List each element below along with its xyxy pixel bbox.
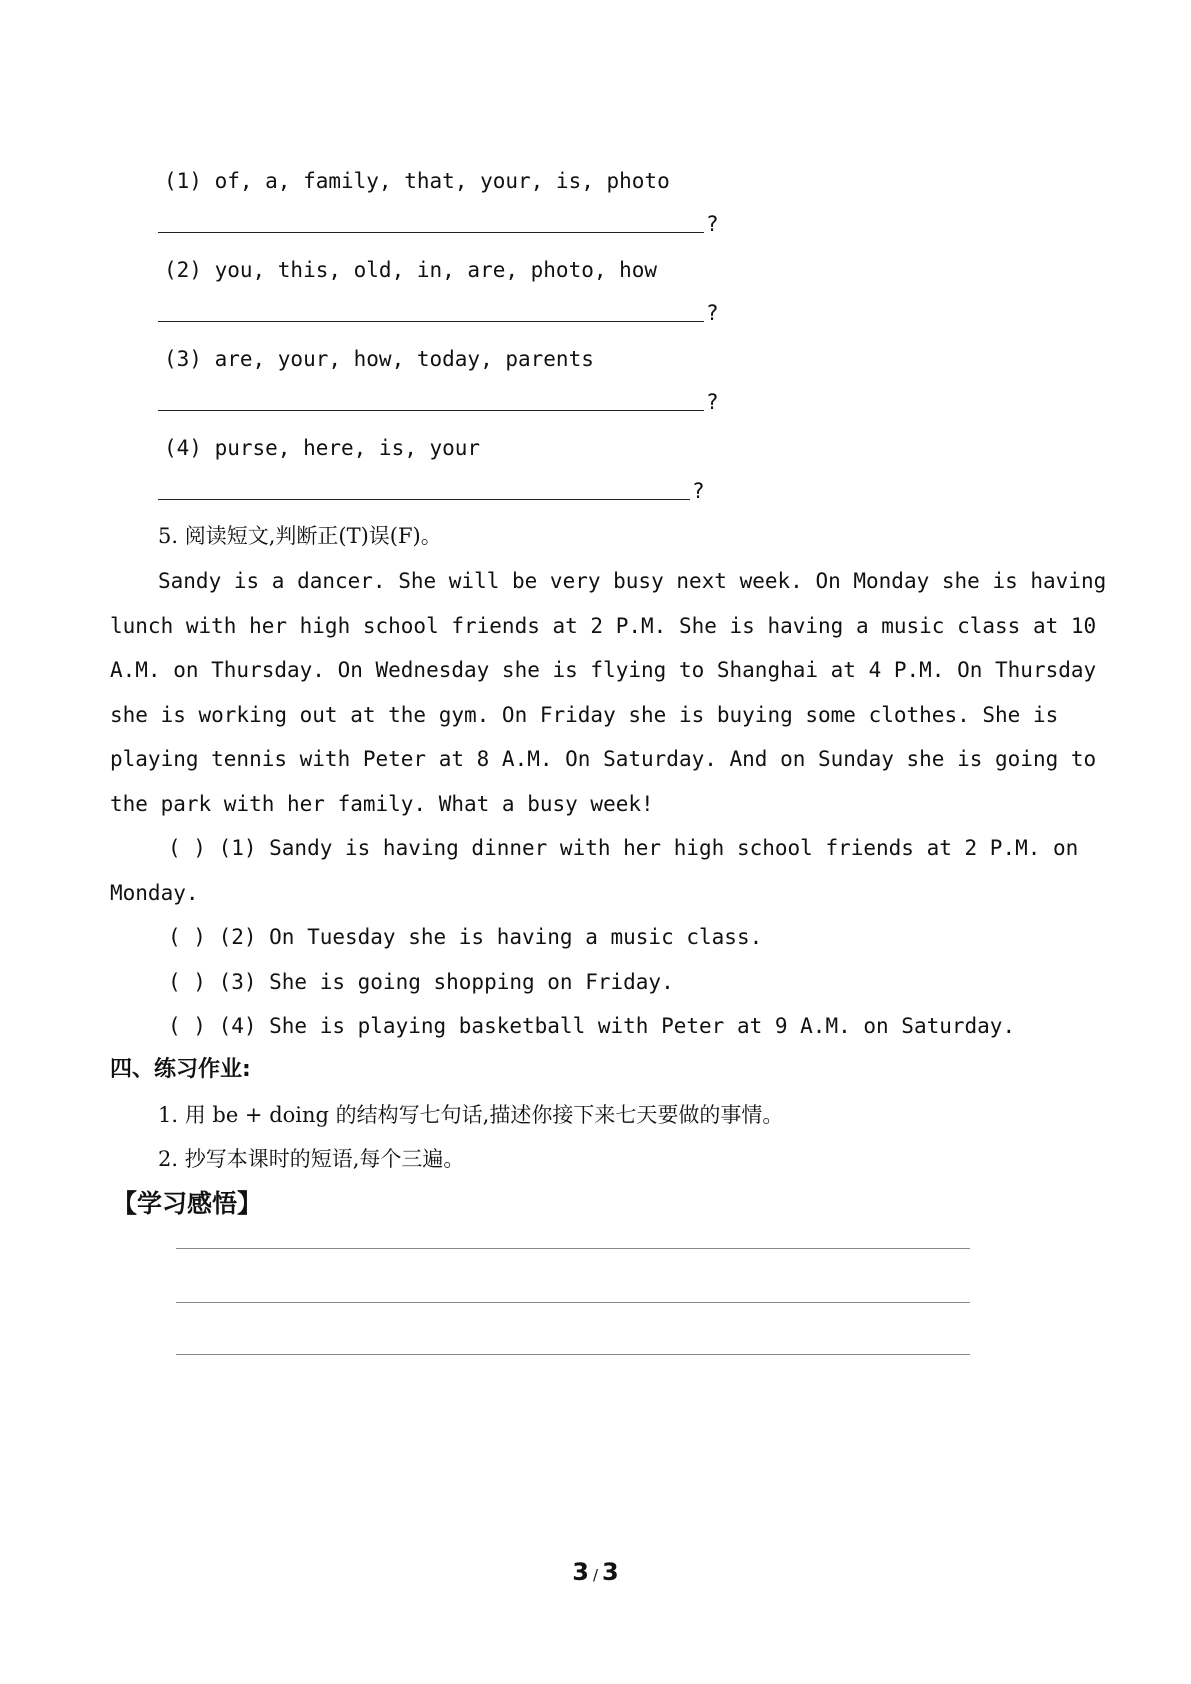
- writing-line[interactable]: [176, 1354, 970, 1355]
- page-number: [0, 1558, 1191, 1586]
- page-total: 3: [602, 1558, 619, 1586]
- judgement-item-2: ( ) (2) On Tuesday she is having a music class.: [168, 925, 763, 949]
- question-mark: ?: [706, 301, 719, 325]
- answer-blank-4[interactable]: [158, 499, 690, 500]
- question-1-words: (1) of, a, family, that, your, is, photo: [164, 169, 670, 193]
- passage-line: she is working out at the gym. On Friday she is buying some clothes. She is: [110, 703, 1059, 727]
- judgement-item-1-cont: Monday.: [110, 881, 199, 905]
- question-mark: ?: [706, 390, 719, 414]
- question-4-words: (4) purse, here, is, your: [164, 436, 481, 460]
- page-current: 3: [572, 1558, 589, 1586]
- homework-heading: 四、练习作业:: [110, 1057, 251, 1082]
- passage-line: Sandy is a dancer. She will be very busy next week. On Monday she is having: [158, 569, 1107, 593]
- judgement-item-1: ( ) (1) Sandy is having dinner with her high school friends at 2 P.M. on: [168, 836, 1079, 860]
- writing-line[interactable]: [176, 1302, 970, 1303]
- page-separator: /: [592, 1566, 599, 1584]
- answer-blank-1[interactable]: [158, 232, 704, 233]
- reflection-heading: 【学习感悟】: [112, 1189, 263, 1218]
- answer-blank-3[interactable]: [158, 410, 704, 411]
- writing-line[interactable]: [176, 1248, 970, 1249]
- passage-line: lunch with her high school friends at 2 P.M. She is having a music class at 10: [110, 614, 1097, 638]
- question-3-words: (3) are, your, how, today, parents: [164, 347, 594, 371]
- passage-line: A.M. on Thursday. On Wednesday she is flying to Shanghai at 4 P.M. On Thursday: [110, 658, 1097, 682]
- passage-line: the park with her family. What a busy week!: [110, 792, 654, 816]
- passage-line: playing tennis with Peter at 8 A.M. On Saturday. And on Sunday she is going to: [110, 747, 1097, 771]
- judgement-item-3: ( ) (3) She is going shopping on Friday.: [168, 970, 674, 994]
- answer-blank-2[interactable]: [158, 321, 704, 322]
- judgement-item-4: ( ) (4) She is playing basketball with Peter at 9 A.M. on Saturday.: [168, 1014, 1016, 1038]
- question-mark: ?: [692, 479, 705, 503]
- question-2-words: (2) you, this, old, in, are, photo, how: [164, 258, 658, 282]
- homework-item-2: 2. 抄写本课时的短语,每个三遍。: [158, 1147, 465, 1171]
- question-mark: ?: [706, 212, 719, 236]
- homework-item-1: 1. 用 be + doing 的结构写七句话,描述你接下来七天要做的事情。: [158, 1103, 784, 1127]
- section-5-title: 5. 阅读短文,判断正(T)误(F)。: [158, 524, 442, 548]
